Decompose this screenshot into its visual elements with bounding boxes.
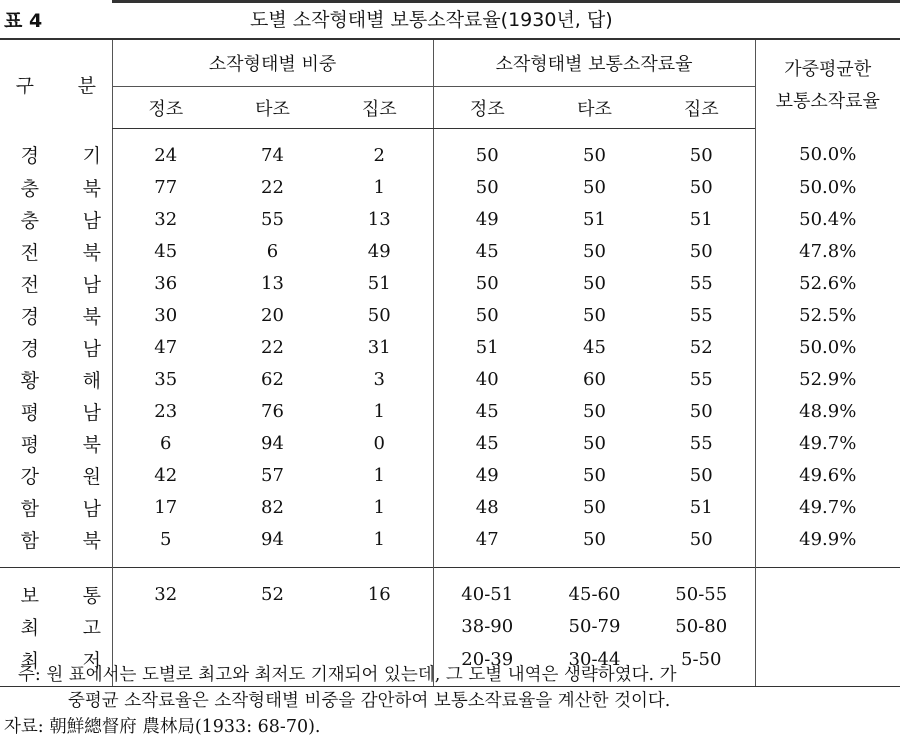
rate-tajo-cell: 30-44 [541, 642, 648, 687]
share-jeongjo-cell: 42 [112, 459, 219, 491]
share-tajo-cell: 22 [261, 336, 284, 358]
rate-tajo-cell: 50 [583, 464, 606, 486]
rate-tajo-cell: 60 [583, 368, 606, 390]
rate-group-header: 소작형태별 보통소작료율 [433, 39, 755, 87]
share-jeongjo-cell: 47 [112, 331, 219, 363]
table-row [0, 491, 900, 523]
weighted-rate-cell: 50.0% [755, 331, 900, 363]
rate-tajo-cell: 45 [583, 336, 606, 358]
rate-jeongjo-cell: 47 [433, 523, 541, 568]
share-jipjo-cell: 1 [373, 400, 385, 422]
rate-jeongjo-cell: 49 [433, 459, 541, 491]
region-cell: 경 남 [20, 337, 101, 360]
share-jipjo-cell: 1 [373, 496, 385, 518]
subheader-share-jeongjo: 정조 [112, 87, 219, 129]
rate-jeongjo-cell: 50 [433, 171, 541, 203]
table-row [0, 331, 900, 363]
table-row [0, 129, 900, 172]
rate-jipjo-cell: 50 [689, 176, 713, 198]
title-rule [112, 0, 900, 3]
subheader-share-tajo: 타조 [219, 87, 326, 129]
rate-jeongjo-cell: 40 [433, 363, 541, 395]
rate-tajo-cell: 50-79 [568, 615, 621, 637]
share-tajo-cell: 62 [261, 368, 284, 390]
share-jipjo-cell: 31 [367, 336, 391, 358]
note-line-1: 주: 원 표에서는 도별로 최고와 최저도 기재되어 있는데, 그 도별 내역은 생략하였다. 가 [18, 665, 677, 685]
weighted-rate-cell: 47.8% [755, 235, 900, 267]
share-jeongjo-cell: 23 [112, 395, 219, 427]
region-cell: 경 북 [20, 305, 101, 328]
share-jipjo-cell: 2 [373, 144, 385, 166]
title-row [0, 0, 900, 38]
share-jeongjo-cell: 36 [112, 267, 219, 299]
share-jipjo-cell: 16 [326, 568, 433, 611]
table-row [0, 299, 900, 331]
share-jipjo-cell: 0 [373, 432, 385, 454]
data-table [0, 38, 900, 687]
rate-tajo-cell: 50 [583, 432, 606, 454]
share-tajo-cell: 94 [261, 432, 284, 454]
share-jipjo-cell: 13 [367, 208, 391, 230]
share-jeongjo-cell: 17 [112, 491, 219, 523]
region-cell: 최 고 [20, 616, 101, 639]
note-line-2: 중평균 소작료율은 소작형태별 비중을 감안하여 보통소작료율을 계산한 것이다. [68, 691, 671, 711]
rate-jipjo-cell: 55 [689, 368, 713, 390]
rate-tajo-cell: 50 [583, 400, 606, 422]
table-row [0, 203, 900, 235]
rate-tajo-cell: 50 [583, 304, 606, 326]
share-jipjo-cell: 1 [373, 464, 385, 486]
region-cell: 함 남 [20, 497, 101, 520]
rate-jeongjo-cell: 49 [433, 203, 541, 235]
weighted-rate-cell [755, 610, 900, 642]
region-cell: 함 북 [20, 529, 101, 552]
rate-jeongjo-cell: 50 [433, 267, 541, 299]
subheader-rate-jipjo: 집조 [648, 87, 755, 129]
table-row [0, 267, 900, 299]
table-row [0, 459, 900, 491]
share-jipjo-cell: 50 [367, 304, 391, 326]
rate-jeongjo-cell: 38-90 [433, 610, 541, 642]
weighted-rate-cell: 52.9% [755, 363, 900, 395]
region-cell: 강 원 [20, 465, 101, 488]
rate-jipjo-cell: 55 [689, 304, 713, 326]
rate-jeongjo-cell: 45 [433, 395, 541, 427]
table-row [0, 171, 900, 203]
table-row [0, 427, 900, 459]
share-tajo-cell: 76 [261, 400, 284, 422]
rate-jipjo-cell: 50 [689, 144, 713, 166]
rate-tajo-cell: 50 [583, 496, 606, 518]
rate-jipjo-cell: 50 [689, 464, 713, 486]
table-row [0, 363, 900, 395]
share-jeongjo-cell: 30 [112, 299, 219, 331]
rate-jipjo-cell: 5-50 [648, 642, 755, 687]
share-jeongjo-cell [112, 610, 219, 642]
region-cell: 최 저 [0, 642, 112, 687]
rate-jipjo-cell: 50-80 [675, 615, 728, 637]
table-title: 도별 소작형태별 보통소작료율(1930년, 답) [250, 9, 613, 31]
rate-tajo-cell: 50 [583, 272, 606, 294]
rate-jipjo-cell: 50 [689, 528, 713, 550]
rate-tajo-cell: 45-60 [541, 568, 648, 611]
rate-jipjo-cell: 52 [689, 336, 713, 358]
region-cell: 보 통 [0, 568, 112, 611]
summary-row [0, 568, 900, 611]
share-jeongjo-cell: 45 [112, 235, 219, 267]
share-jipjo-cell: 51 [367, 272, 391, 294]
region-cell: 평 남 [20, 401, 101, 424]
weighted-rate-cell: 48.9% [755, 395, 900, 427]
subheader-share-jipjo: 집조 [326, 87, 433, 129]
rate-jeongjo-cell: 51 [433, 331, 541, 363]
share-jeongjo-cell: 5 [112, 523, 219, 568]
share-jeongjo-cell: 35 [112, 363, 219, 395]
share-group-header: 소작형태별 비중 [112, 39, 433, 87]
rate-jeongjo-cell: 20-39 [433, 642, 541, 687]
rate-jeongjo-cell: 40-51 [433, 568, 541, 611]
share-tajo-cell: 52 [219, 568, 326, 611]
rate-tajo-cell: 50 [583, 240, 606, 262]
share-jipjo-cell: 1 [373, 528, 385, 550]
region-cell: 전 남 [20, 273, 101, 296]
rate-jeongjo-cell: 50 [433, 129, 541, 172]
rate-jeongjo-cell: 45 [433, 427, 541, 459]
source-line: 자료: 朝鮮總督府 農林局(1933: 68-70). [4, 717, 321, 737]
region-cell: 충 북 [20, 177, 101, 200]
share-jipjo-cell: 3 [373, 368, 385, 390]
region-cell: 황 해 [20, 369, 101, 392]
rate-jipjo-cell: 50 [689, 240, 713, 262]
weighted-rate-cell: 52.6% [755, 267, 900, 299]
summary-row [0, 610, 900, 642]
rate-jeongjo-cell: 50 [433, 299, 541, 331]
share-jeongjo-cell: 32 [112, 568, 219, 611]
region-cell: 전 북 [20, 241, 101, 264]
weighted-rate-cell: 49.9% [755, 523, 900, 568]
share-jeongjo-cell: 32 [112, 203, 219, 235]
weighted-rate-cell: 50.0% [755, 129, 900, 172]
share-jipjo-cell: 49 [367, 240, 391, 262]
rate-tajo-cell: 50 [583, 144, 606, 166]
share-tajo-cell: 6 [266, 240, 279, 262]
weighted-rate-cell: 49.7% [755, 491, 900, 523]
share-tajo-cell: 94 [261, 528, 284, 550]
category-header: 구 분 [15, 74, 96, 97]
share-jipjo-cell: 1 [373, 176, 385, 198]
table-number: 표 4 [4, 10, 43, 32]
share-jeongjo-cell: 6 [112, 427, 219, 459]
table-row [0, 523, 900, 568]
share-tajo-cell: 74 [261, 144, 284, 166]
rate-jipjo-cell: 50-55 [648, 568, 755, 611]
share-tajo-cell: 20 [261, 304, 284, 326]
share-tajo-cell: 22 [261, 176, 284, 198]
weighted-rate-cell: 49.7% [755, 427, 900, 459]
share-tajo-cell: 57 [261, 464, 284, 486]
share-tajo-cell [219, 610, 326, 642]
weighted-rate-cell: 50.4% [755, 203, 900, 235]
share-tajo-cell: 55 [261, 208, 284, 230]
weighted-rate-cell: 52.5% [755, 299, 900, 331]
weighted-rate-header: 가중평균한 보통소작료율 [755, 39, 900, 129]
table-body [0, 129, 900, 687]
share-jipjo-cell [326, 610, 433, 642]
subheader-rate-jeongjo: 정조 [433, 87, 541, 129]
rate-jeongjo-cell: 45 [433, 235, 541, 267]
rate-jipjo-cell: 51 [689, 496, 713, 518]
rate-jipjo-cell: 55 [689, 432, 713, 454]
share-tajo-cell: 13 [261, 272, 284, 294]
table-row [0, 395, 900, 427]
share-tajo-cell: 82 [261, 496, 284, 518]
rate-jeongjo-cell: 48 [433, 491, 541, 523]
subheader-rate-tajo: 타조 [541, 87, 648, 129]
rate-jipjo-cell: 51 [689, 208, 713, 230]
region-cell: 충 남 [20, 209, 101, 232]
table-row [0, 235, 900, 267]
region-cell: 평 북 [20, 433, 101, 456]
weighted-rate-cell: 49.6% [755, 459, 900, 491]
rate-jipjo-cell: 50 [689, 400, 713, 422]
rate-tajo-cell: 50 [583, 176, 606, 198]
weighted-rate-cell: 50.0% [755, 171, 900, 203]
rate-jipjo-cell: 55 [689, 272, 713, 294]
rate-tajo-cell: 51 [583, 208, 606, 230]
share-jeongjo-cell: 24 [112, 129, 219, 172]
rate-tajo-cell: 50 [583, 528, 606, 550]
notes [0, 662, 900, 740]
share-jeongjo-cell: 77 [112, 171, 219, 203]
weighted-rate-cell [755, 568, 900, 611]
region-cell: 경 기 [20, 145, 101, 168]
